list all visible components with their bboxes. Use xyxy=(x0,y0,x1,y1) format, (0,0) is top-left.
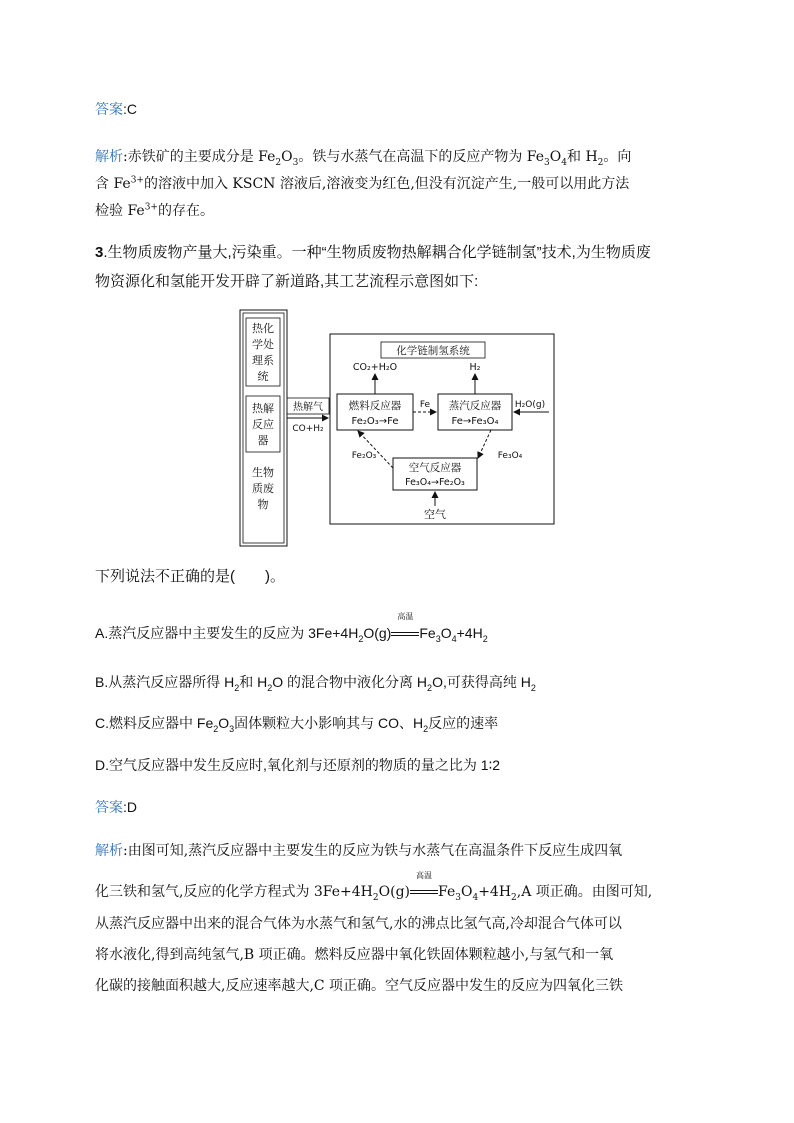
biomass-waste-label: 生物 xyxy=(252,466,274,479)
svg-text:物: 物 xyxy=(257,498,269,511)
fe2o3-transfer-arrow xyxy=(358,431,393,468)
air-reaction: Fe₃O₄→Fe₂O₃ xyxy=(405,477,465,488)
q3-analysis-line-2: 化三铁和氢气,反应的化学方程式为 $3Fe+4H_2O(g)$ 高温 $Fe_3O_4+4H_2,A$ 项正确。由图可知, xyxy=(95,871,653,903)
svg-text:统: 统 xyxy=(257,370,269,383)
pyrolysis-gas-label: 热解气 xyxy=(293,402,323,413)
svg-text:反应: 反应 xyxy=(252,418,274,431)
steam-reactor-label: 蒸汽反应器 xyxy=(448,400,502,412)
q2-answer xyxy=(95,99,137,119)
steam-reaction: Fe→Fe₃O₄ xyxy=(451,416,499,427)
high-temp-condition: 高温 xyxy=(391,623,419,643)
option-a: A.蒸汽反应器中主要发生的反应为 $3Fe+4H_2O(g)$ 高温 $Fe_3O_4+4H_2$ xyxy=(95,612,488,644)
fe3o4-label: Fe₃O₄ xyxy=(497,451,523,461)
option-c: C.燃料反应器中 $Fe_2O_3$固体颗粒大小影响其与 CO、$H_2$反应的速率 xyxy=(95,715,499,734)
thermal-system-label: 热化 xyxy=(252,322,274,335)
q3-analysis-line-5: 化碳的接触面积越大,反应速率越大,C 项正确。空气反应器中发生的反应为四氧化三铁 xyxy=(95,978,624,994)
h2o-g-label: H₂O(g) xyxy=(514,400,546,410)
answer-value: :D xyxy=(123,799,137,815)
q3-question: 下列说法不正确的是( )。 xyxy=(95,568,285,585)
option-d: D.空气反应器中发生反应时,氧化剂与还原剂的物质的量之比为 1∶2 xyxy=(95,757,500,773)
analysis-label: 解析 xyxy=(95,842,123,858)
q3-analysis-line-4: 将水液化,得到高纯氢气,B 项正确。燃料反应器中氧化铁固体颗粒越小,与氢气和一氧 xyxy=(95,947,614,963)
co-h2-label: CO+H₂ xyxy=(292,424,324,434)
fuel-reaction: Fe₂O₃→Fe xyxy=(351,416,399,427)
q3-analysis-line-3: 从蒸汽反应器中出来的混合气体为水蒸气和氢气,水的沸点比氢气高,冷却混合气体可以 xyxy=(95,916,622,932)
fe3o4-transfer-arrow xyxy=(478,430,491,458)
analysis-label: 解析 xyxy=(95,148,123,164)
svg-text:质废: 质废 xyxy=(252,482,274,495)
svg-text:学处: 学处 xyxy=(252,338,274,351)
air-reactor-label: 空气反应器 xyxy=(408,462,462,474)
option-b: B.从蒸汽反应器所得 $H_2$和 $H_2O$ 的混合物中液化分离 $H_2O$,可获得高纯 $H_2$ xyxy=(95,674,536,693)
fe-label: Fe xyxy=(419,400,431,410)
q2-analysis-line-3: 检验 $Fe^{3+}$的存在。 xyxy=(95,202,214,219)
svg-text:理系: 理系 xyxy=(252,354,274,367)
process-flow-diagram xyxy=(238,308,558,548)
fuel-reactor-label: 燃料反应器 xyxy=(348,400,402,412)
svg-text:器: 器 xyxy=(257,434,269,447)
answer-value: :C xyxy=(123,101,137,117)
pyrolysis-reactor-label: 热解 xyxy=(252,402,274,415)
q3-stem-line-2: 物资源化和氢能开发开辟了新道路,其工艺流程示意图如下: xyxy=(95,273,479,290)
q3-answer xyxy=(95,797,137,817)
q2-analysis-line-1: 解析:赤铁矿的主要成分是 $Fe_2O_3$。铁与水蒸气在高温下的反应产物为 $Fe_3O_4$和 $H_2$。向 xyxy=(95,148,632,168)
air-label: 空气 xyxy=(424,508,446,521)
q2-analysis-line-2: 含 $Fe^{3+}$的溶液中加入 KSCN 溶液后,溶液变为红色,但没有沉淀产生,一般可以用此方法 xyxy=(95,175,630,192)
answer-label: 答案 xyxy=(95,101,123,117)
q3-analysis-line-1: 解析:由图可知,蒸汽反应器中主要发生的反应为铁与水蒸气在高温条件下反应生成四氧 xyxy=(95,842,623,859)
system-title: 化学链制氢系统 xyxy=(396,345,470,357)
q3-stem-line-1: 3.生物质废物产量大,污染重。一种“生物质废物热解耦合化学链制氢”技术,为生物质废 xyxy=(95,244,651,261)
answer-label: 答案 xyxy=(95,799,123,815)
question-number: 3 xyxy=(95,244,104,261)
fe2o3-label: Fe₂O₃ xyxy=(351,451,377,461)
high-temp-condition: 高温 xyxy=(410,882,438,902)
h2-label: H₂ xyxy=(469,362,481,373)
co2-h2o-label: CO₂+H₂O xyxy=(352,362,398,373)
